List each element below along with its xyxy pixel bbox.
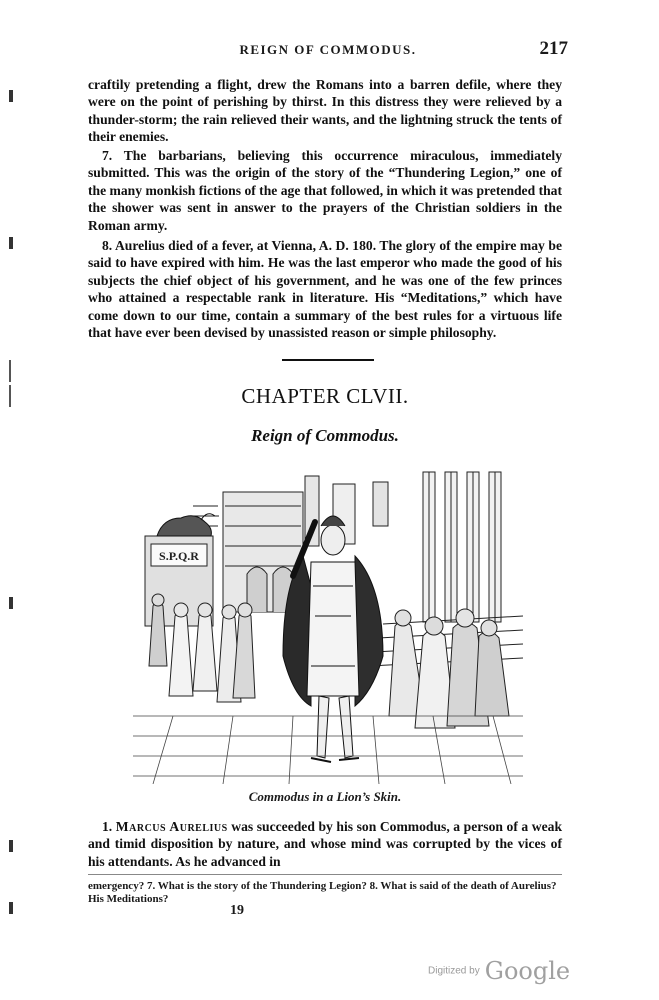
paragraph-text: 7. The barbarians, believing this occurrence miraculous, immediately submitted. This was the origin of the story of the “Thundering Legion,” one of the many monkish fictions of the age that followed, in which it was pretended that the shower was sent in answer to the prayers of the Christian soldiers in the Roman army.	[88, 148, 562, 233]
engraving-illustration	[133, 466, 523, 784]
spqr-inscription: S.P.Q.R	[159, 549, 199, 563]
margin-mark	[9, 90, 13, 102]
google-logo: Google	[484, 957, 571, 985]
page-number: 217	[539, 38, 568, 59]
footnote-divider	[88, 874, 562, 875]
paragraph-number: 1.	[102, 819, 113, 834]
running-title: REIGN OF COMMODUS.	[239, 42, 417, 57]
digitized-watermark	[428, 957, 570, 985]
paragraph-text: craftily pretending a flight, drew the Romans into a barren defile, where they were on the point of perishing by thirst. In this distress they were relieved by a thunder-storm; the rain relieved their wants, and the lightning struck the tents of their enemies.	[88, 77, 562, 145]
paragraph-8	[88, 237, 562, 341]
illustration-caption: Commodus in a Lion’s Skin.	[248, 789, 402, 804]
margin-mark	[9, 385, 11, 407]
margin-mark	[9, 840, 13, 852]
paragraph-text: 8. Aurelius died of a fever, at Vienna, A. D. 180. The glory of the empire may be said to have expired with him. He was the last emperor who made the good of his subjects the chief object of his government, and he was one of the few princes who attained a respectable rank in literature. His “Meditations,” which have come down to our time, contain a summary of the best rules for a virtuous life that have ever been devised by unassisted reason or simple philosophy.	[88, 238, 562, 341]
crowd-right	[389, 609, 509, 728]
signature-mark: 19	[230, 903, 244, 918]
paragraph-1	[88, 818, 562, 870]
margin-mark	[9, 237, 13, 249]
watermark-prefix: Digitized by	[428, 965, 480, 977]
margin-mark	[9, 360, 11, 382]
study-questions: emergency? 7. What is the story of the Thundering Legion? 8. What is said of the death of Aurelius? His Meditations?	[88, 880, 557, 905]
margin-mark	[9, 902, 13, 914]
section-divider	[282, 359, 374, 361]
paragraph-continued	[88, 76, 562, 146]
chapter-subtitle: Reign of Commodus.	[251, 426, 399, 445]
paragraph-7	[88, 147, 562, 234]
paragraph-text	[88, 818, 562, 870]
margin-mark	[9, 597, 13, 609]
person-name: Marcus Aurelius	[115, 819, 228, 834]
paragraph-body: was succeeded by his son Commodus, a person of a weak and timid disposition by nature, and whose mind was corrupted by the vices of his attendants. As he advanced in	[88, 819, 563, 869]
running-head	[88, 38, 568, 62]
chapter-heading: CHAPTER CLVII.	[241, 384, 409, 408]
